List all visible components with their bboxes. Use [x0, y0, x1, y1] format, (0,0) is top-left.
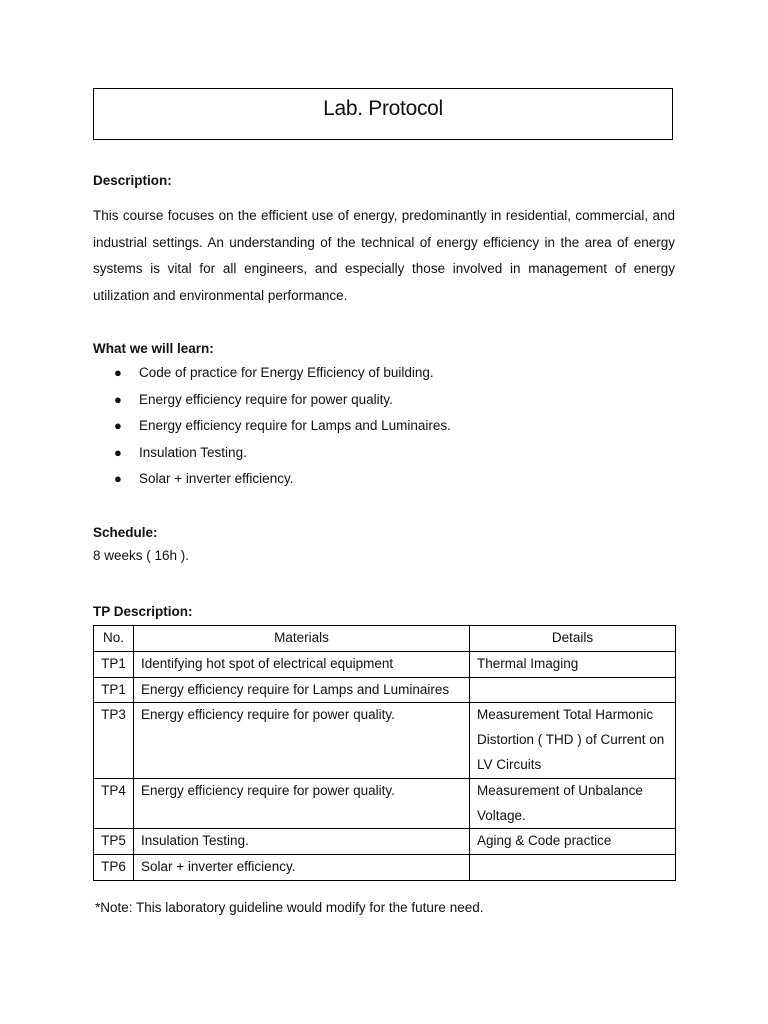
cell-details [470, 855, 676, 881]
tp-heading: TP Description: [93, 604, 193, 619]
list-item-text: Energy efficiency require for Lamps and Luminaires. [139, 418, 451, 433]
table-row [94, 829, 676, 855]
table-row [94, 778, 676, 829]
cell-details [470, 677, 676, 703]
description-text: This course focuses on the efficient use of energy, predominantly in residential, commercial, and industrial settings. An understanding of the technical of energy efficiency in the area of energy systems is vital for all engineers, and especially those involved in management of energy utilization and environmental performance. [93, 208, 675, 303]
cell-materials: Energy efficiency require for power quality. [134, 703, 470, 778]
column-header-no: No. [94, 626, 134, 652]
description-heading: Description: [93, 173, 172, 188]
table-row [94, 703, 676, 778]
table-row [94, 855, 676, 881]
learn-list [93, 360, 653, 493]
bullet-icon: ● [114, 391, 122, 407]
table-row [94, 677, 676, 703]
column-header-details: Details [470, 626, 676, 652]
cell-details: Aging & Code practice [470, 829, 676, 855]
title-box [93, 88, 673, 140]
list-item [93, 466, 653, 493]
list-item [93, 440, 653, 467]
list-item-text: Code of practice for Energy Efficiency of building. [139, 365, 434, 380]
cell-materials: Energy efficiency require for power quality. [134, 778, 470, 829]
table-row [94, 651, 676, 677]
cell-materials: Insulation Testing. [134, 829, 470, 855]
tp-table [93, 625, 676, 881]
list-item-text: Solar + inverter efficiency. [139, 471, 294, 486]
cell-no: TP1 [94, 651, 134, 677]
cell-no: TP3 [94, 703, 134, 778]
schedule-heading: Schedule: [93, 525, 158, 540]
cell-no: TP5 [94, 829, 134, 855]
cell-details: Measurement of Unbalance Voltage. [470, 778, 676, 829]
bullet-icon: ● [114, 471, 122, 486]
page-title: Lab. Protocol [323, 97, 443, 120]
cell-materials: Energy efficiency require for Lamps and Luminaires [134, 677, 470, 703]
cell-no: TP6 [94, 855, 134, 881]
cell-materials: Solar + inverter efficiency. [134, 855, 470, 881]
table-header-row [94, 626, 676, 652]
cell-no: TP1 [94, 677, 134, 703]
cell-details: Thermal Imaging [470, 651, 676, 677]
list-item [93, 413, 653, 440]
list-item-text: Insulation Testing. [139, 444, 247, 460]
column-header-materials: Materials [134, 626, 470, 652]
list-item [93, 387, 653, 414]
footnote: *Note: This laboratory guideline would modify for the future need. [95, 900, 484, 915]
bullet-icon: ● [114, 418, 122, 433]
bullet-icon: ● [114, 365, 122, 380]
cell-details: Measurement Total Harmonic Distortion ( THD ) of Current on LV Circuits [470, 703, 676, 778]
cell-materials: Identifying hot spot of electrical equipment [134, 651, 470, 677]
list-item [93, 360, 653, 387]
list-item-text: Energy efficiency require for power quality. [139, 391, 393, 407]
bullet-icon: ● [114, 444, 122, 460]
cell-no: TP4 [94, 778, 134, 829]
schedule-text: 8 weeks ( 16h ). [93, 548, 190, 563]
learn-heading: What we will learn: [93, 341, 214, 356]
